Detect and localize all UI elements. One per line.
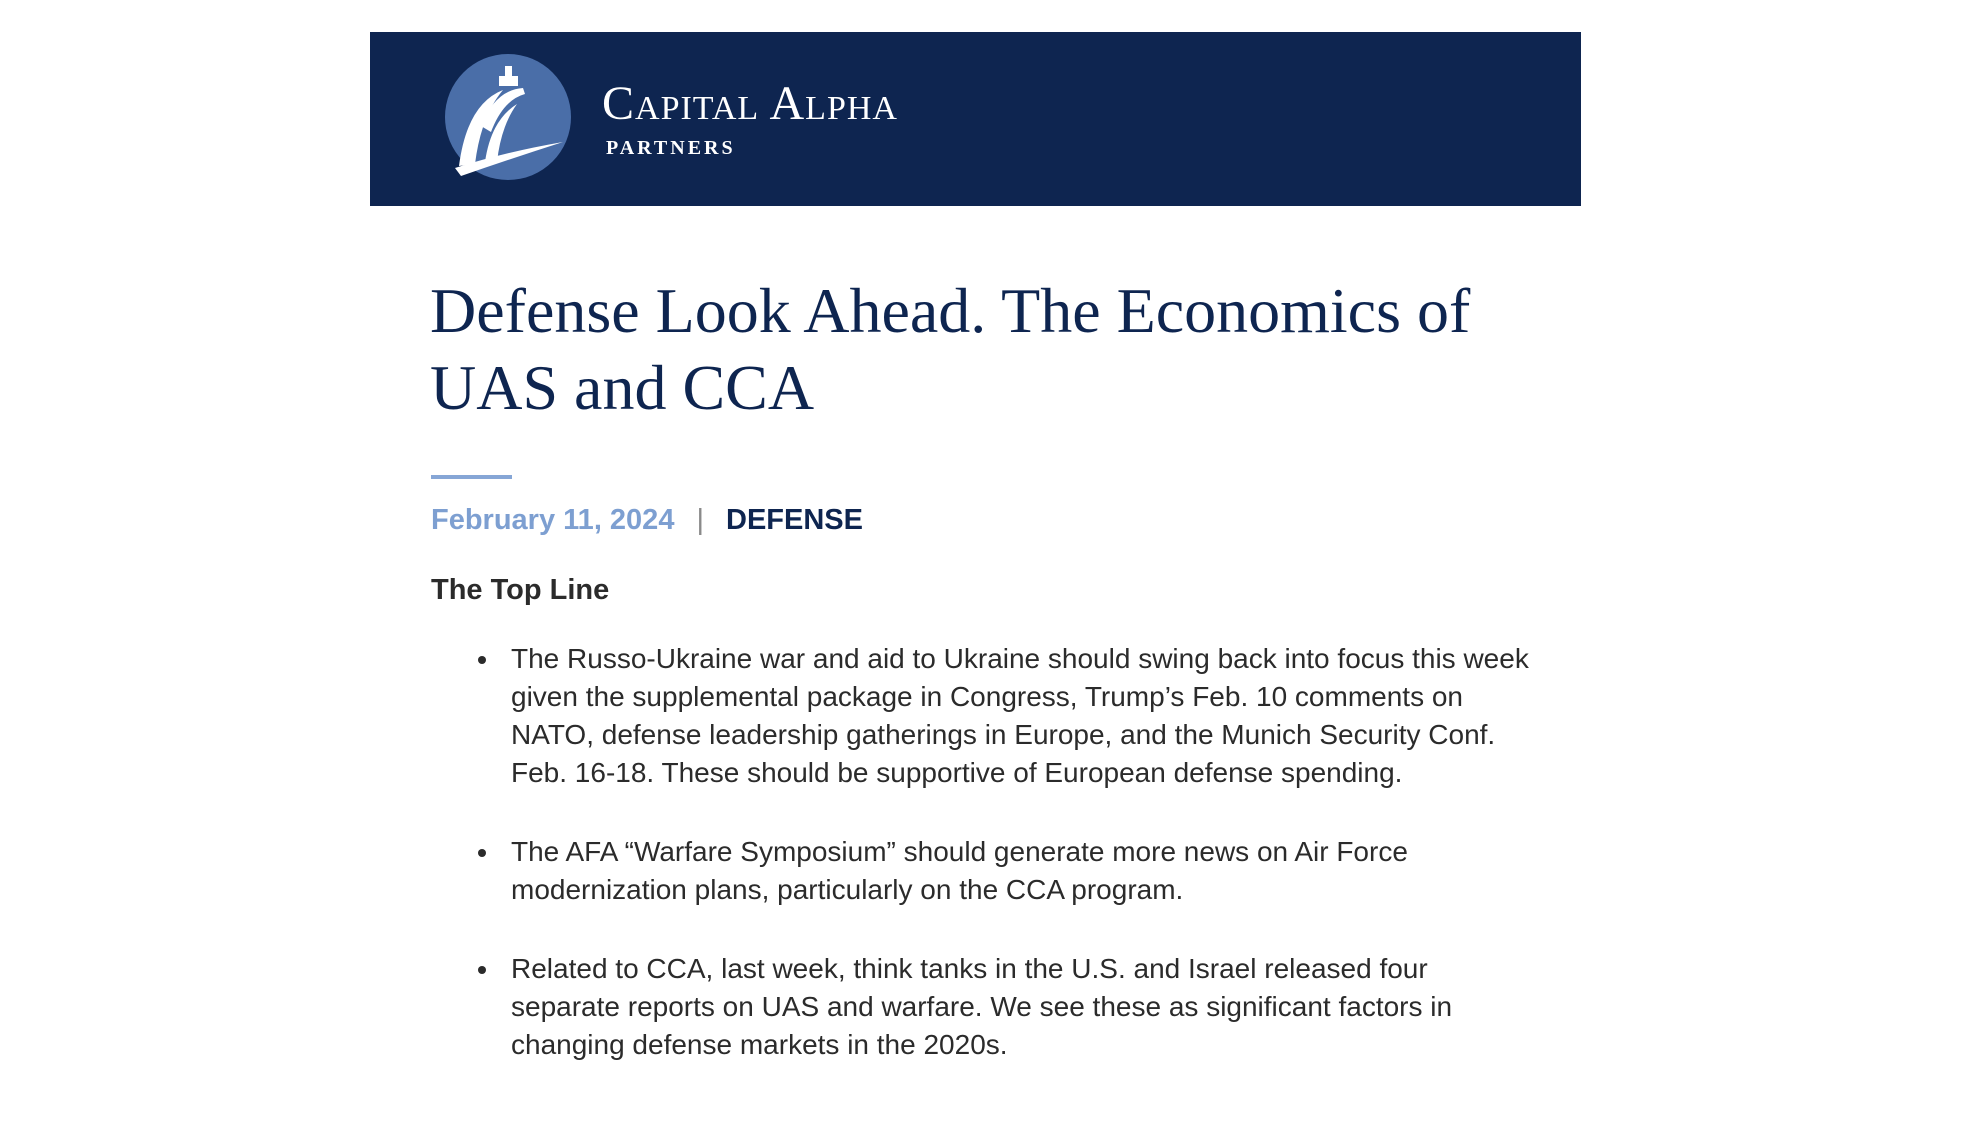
dome-logo-icon[interactable] bbox=[445, 54, 571, 180]
header-banner bbox=[370, 32, 1581, 206]
top-line-list bbox=[511, 640, 1541, 1105]
category-link[interactable]: DEFENSE bbox=[726, 504, 863, 536]
article-meta bbox=[431, 502, 863, 538]
meta-separator: | bbox=[696, 504, 704, 536]
list-item: Related to CCA, last week, think tanks in the U.S. and Israel released four separate reports on UAS and warfare. We see these as significant factors in changing defense markets in the 2020s. bbox=[511, 950, 1541, 1064]
accent-divider bbox=[431, 475, 512, 479]
brand-subtitle: PARTNERS bbox=[606, 137, 736, 159]
article-title: Defense Look Ahead. The Economics of UAS and CCA bbox=[430, 275, 1471, 423]
list-item: The AFA “Warfare Symposium” should generate more news on Air Force modernization plans, particularly on the CCA program. bbox=[511, 833, 1541, 909]
section-heading: The Top Line bbox=[431, 574, 610, 606]
list-item: The Russo-Ukraine war and aid to Ukraine should swing back into focus this week given the supplemental package in Congress, Trump’s Feb. 10 comments on NATO, defense leadership gatherings in Europe, and the Munich Security Conf. Feb. 16-18. These should be supportive of European defense spending. bbox=[511, 640, 1541, 792]
brand-name: Capital Alpha bbox=[602, 77, 898, 130]
publish-date: February 11, 2024 bbox=[431, 504, 675, 536]
